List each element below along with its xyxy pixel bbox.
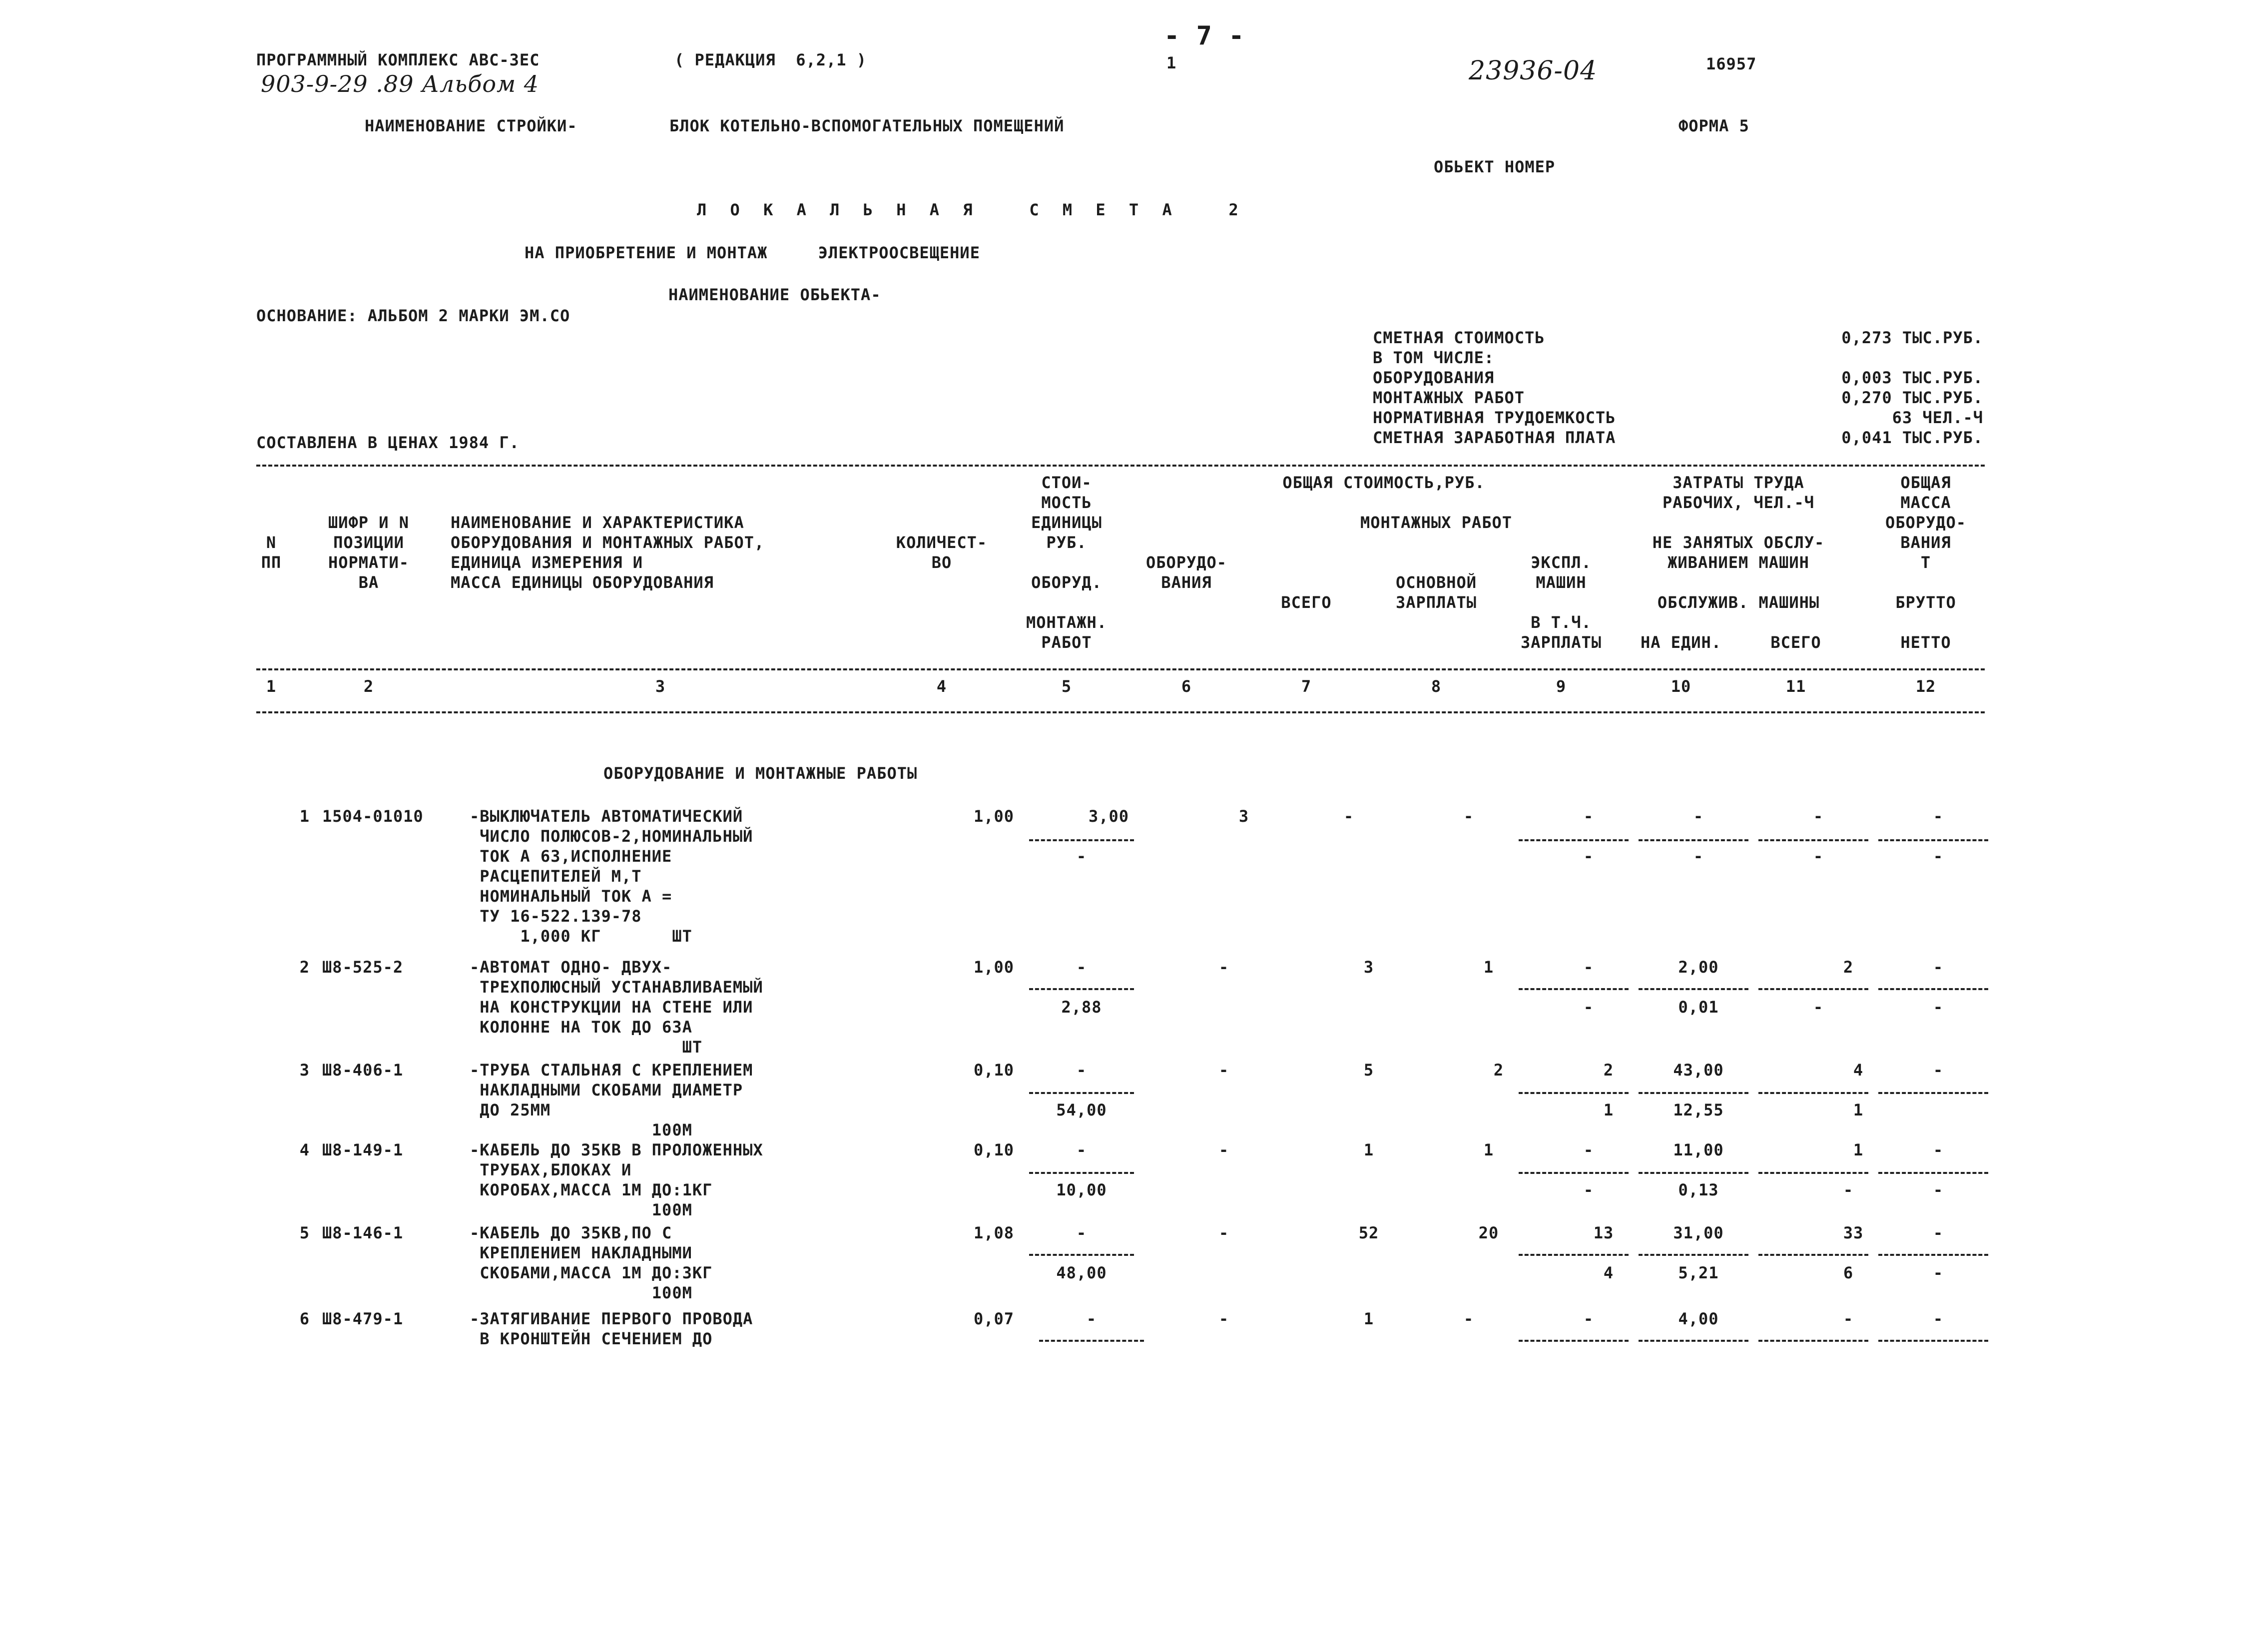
row-quantity: 0,10: [973, 1140, 1014, 1159]
row-per-unit-machines: -: [1693, 847, 1704, 866]
row-unit-mount: 2,88: [1061, 998, 1102, 1017]
row-total: 1: [1363, 1140, 1374, 1159]
col-header-labor: ЗАТРАТЫ ТРУДА РАБОЧИХ, ЧЕЛ.-Ч: [1663, 473, 1814, 512]
underline: [1029, 839, 1134, 841]
row-code: Ш8-479-1: [322, 1309, 404, 1328]
row-description: -ВЫКЛЮЧАТЕЛЬ АВТОМАТИЧЕСКИЙ ЧИСЛО ПОЛЮСОВ-2,НОМИНАЛЬНЫЙ ТОК А 63,ИСПОЛНЕНИЕ РАСЦЕПИТЕЛЕЙ М,Т НОМИНАЛЬНЫЙ ТОК А = ТУ 16-522.139-78 1,000 КГ ШТ: [470, 807, 753, 946]
row-gross: -: [1933, 1309, 1944, 1328]
form-label: ФОРМА 5: [1679, 116, 1749, 135]
row-unit-mount: 54,00: [1056, 1101, 1107, 1119]
code-number: 16957: [1706, 54, 1757, 73]
row-labor-total: 1: [1853, 1140, 1864, 1159]
underline: [1758, 988, 1868, 990]
underline: [1519, 839, 1629, 841]
underline: [1519, 1092, 1629, 1094]
row-machines: -: [1583, 807, 1594, 826]
object-number: ОБЬЕКТ НОМЕР: [1434, 157, 1556, 176]
col-num: 3: [655, 677, 666, 696]
row-base-salary: 2: [1493, 1061, 1504, 1080]
underline: [1029, 1092, 1134, 1094]
row-gross: -: [1933, 1061, 1944, 1080]
col-num: 5: [1061, 677, 1072, 696]
col-num: 9: [1556, 677, 1567, 696]
row-total: 5: [1363, 1061, 1374, 1080]
row-unit-equipment: -: [1086, 1309, 1097, 1328]
col-header-6: ОБОРУДО- ВАНИЯ: [1145, 553, 1227, 592]
row-labor-total: 2: [1843, 958, 1854, 977]
underline: [1878, 1340, 1988, 1342]
doc-number: 23936-04: [1469, 56, 1598, 86]
row-labor-total: -: [1813, 807, 1824, 826]
edition: ( РЕДАКЦИЯ 6,2,1 ): [674, 50, 867, 69]
row-labor-machines: -: [1813, 847, 1824, 866]
row-base-salary: 1: [1483, 1140, 1494, 1159]
col-header-2: ШИФР И N ПОЗИЦИИ НОРМАТИ- ВА: [328, 513, 410, 592]
row-number: 4: [299, 1140, 310, 1159]
numbers-rule: [256, 711, 1985, 713]
row-gross: -: [1933, 807, 1944, 826]
prices-year: СОСТАВЛЕНА В ЦЕНАХ 1984 Г.: [256, 433, 520, 452]
row-per-unit-machines: 0,13: [1678, 1180, 1719, 1199]
col-num: 2: [363, 677, 374, 696]
row-quantity: 1,00: [973, 958, 1014, 977]
page-number: - 7 -: [1164, 21, 1245, 51]
row-labor-total: -: [1843, 1309, 1854, 1328]
row-description: -ЗАТЯГИВАНИЕ ПЕРВОГО ПРОВОДА В КРОНШТЕЙН СЕЧЕНИЕМ ДО: [470, 1309, 753, 1348]
underline: [1639, 1340, 1748, 1342]
row-unit-equipment: -: [1076, 1140, 1087, 1159]
row-machine-salary: -: [1583, 847, 1594, 866]
row-equipment: -: [1218, 1061, 1229, 1080]
underline: [1758, 1172, 1868, 1174]
row-machines: -: [1583, 958, 1594, 977]
underline: [1878, 988, 1988, 990]
underline: [1758, 839, 1868, 841]
row-per-unit: -: [1693, 807, 1704, 826]
summary-label: СМЕТНАЯ СТОИМОСТЬ: [1373, 328, 1545, 347]
col-num: 7: [1301, 677, 1312, 696]
row-description: -КАБЕЛЬ ДО 35КВ,ПО С КРЕПЛЕНИЕМ НАКЛАДНЫМИ СКОБАМИ,МАССА 1М ДО:3КГ 100М: [470, 1223, 713, 1302]
row-equipment: 3: [1238, 807, 1249, 826]
row-number: 1: [299, 807, 310, 826]
underline: [1639, 988, 1748, 990]
row-machine-salary: 1: [1603, 1101, 1614, 1119]
row-base-salary: 20: [1478, 1223, 1499, 1242]
row-per-unit: 11,00: [1673, 1140, 1724, 1159]
row-machine-salary: -: [1583, 998, 1594, 1017]
row-net: -: [1933, 998, 1944, 1017]
row-description: -ТРУБА СТАЛЬНАЯ С КРЕПЛЕНИЕМ НАКЛАДНЫМИ СКОБАМИ ДИАМЕТР ДО 25ММ 100М: [470, 1061, 753, 1139]
page-subtitle: НА ПРИОБРЕТЕНИЕ И МОНТАЖ ЭЛЕКТРООСВЕЩЕНИЕ: [525, 243, 980, 262]
row-base-salary: 1: [1483, 958, 1494, 977]
underline: [1029, 1254, 1134, 1256]
col-header-3: НАИМЕНОВАНИЕ И ХАРАКТЕРИСТИКА ОБОРУДОВАНИЯ И МОНТАЖНЫХ РАБОТ, ЕДИНИЦА ИЗМЕРЕНИЯ И МАССА ЕДИНИЦЫ ОБОРУДОВАНИЯ: [451, 513, 765, 592]
sheet-number: 1: [1166, 53, 1177, 72]
row-machines: -: [1583, 1140, 1594, 1159]
row-description: -АВТОМАТ ОДНО- ДВУХ- ТРЕХПОЛЮСНЫЙ УСТАНАВЛИВАЕМЫЙ НА КОНСТРУКЦИИ НА СТЕНЕ ИЛИ КОЛОННЕ НА ТОК ДО 63А ШТ: [470, 958, 763, 1057]
row-total: 1: [1363, 1309, 1374, 1328]
basis: ОСНОВАНИЕ: АЛЬБОМ 2 МАРКИ ЭМ.СО: [256, 306, 570, 325]
row-net: -: [1933, 847, 1944, 866]
col-header-9: ЭКСПЛ. МАШИН В Т.Ч. ЗАРПЛАТЫ: [1520, 553, 1602, 652]
row-total: 52: [1358, 1223, 1379, 1242]
row-number: 3: [299, 1061, 310, 1080]
summary-value: 0,273 ТЫС.РУБ.: [1841, 328, 1983, 347]
col-num: 6: [1181, 677, 1192, 696]
row-per-unit: 4,00: [1678, 1309, 1719, 1328]
row-gross: -: [1933, 1223, 1944, 1242]
col-num: 1: [266, 677, 277, 696]
row-per-unit: 2,00: [1678, 958, 1719, 977]
row-per-unit-machines: 5,21: [1678, 1263, 1719, 1282]
row-quantity: 1,08: [973, 1223, 1014, 1242]
row-labor-total: 33: [1843, 1223, 1864, 1242]
row-quantity: 0,10: [973, 1061, 1014, 1080]
row-description: -КАБЕЛЬ ДО 35КВ В ПРОЛОЖЕННЫХ ТРУБАХ,БЛОКАХ И КОРОБАХ,МАССА 1М ДО:1КГ 100М: [470, 1140, 763, 1219]
row-machines: 13: [1593, 1223, 1614, 1242]
row-quantity: 0,07: [973, 1309, 1014, 1328]
col-num: 8: [1431, 677, 1442, 696]
underline: [1519, 1340, 1629, 1342]
row-labor-total: 4: [1853, 1061, 1864, 1080]
page-title: Л О К А Л Ь Н А Я С М Е Т А 2: [697, 200, 1245, 219]
row-total: -: [1343, 807, 1354, 826]
summary-value: 0,270 ТЫС.РУБ.: [1841, 388, 1983, 407]
row-net: -: [1933, 1180, 1944, 1199]
col-num: 12: [1915, 677, 1936, 696]
row-per-unit-machines: 0,01: [1678, 998, 1719, 1017]
summary-label: ОБОРУДОВАНИЯ: [1373, 368, 1495, 387]
col-num: 10: [1671, 677, 1691, 696]
col-header-mount: МОНТАЖНЫХ РАБОТ: [1360, 513, 1512, 532]
row-equipment: -: [1218, 1223, 1229, 1242]
row-unit-equipment: -: [1076, 958, 1087, 977]
row-unit-mount: -: [1076, 847, 1087, 866]
underline: [1758, 1092, 1868, 1094]
row-per-unit: 43,00: [1673, 1061, 1724, 1080]
row-unit-equipment: -: [1076, 1061, 1087, 1080]
underline: [1029, 988, 1134, 990]
col-header-8: ОСНОВНОЙ ЗАРПЛАТЫ: [1395, 573, 1477, 612]
album-code: 903-9-29 .89 Альбом 4: [261, 70, 540, 97]
underline: [1878, 1254, 1988, 1256]
row-net: -: [1933, 1263, 1944, 1282]
row-labor-machines: -: [1813, 998, 1824, 1017]
col-header-10: НА ЕДИН.: [1640, 633, 1722, 652]
underline: [1639, 1092, 1748, 1094]
row-number: 2: [299, 958, 310, 977]
underline: [1519, 1254, 1629, 1256]
row-base-salary: -: [1463, 807, 1474, 826]
row-equipment: -: [1218, 1140, 1229, 1159]
underline: [1639, 1254, 1748, 1256]
underline: [1878, 839, 1988, 841]
row-unit-equipment: 3,00: [1088, 807, 1129, 826]
row-equipment: -: [1218, 958, 1229, 977]
row-labor-machines: 6: [1843, 1263, 1854, 1282]
col-header-1: N ПП: [261, 533, 282, 572]
construction-value: БЛОК КОТЕЛЬНО-ВСПОМОГАТЕЛЬНЫХ ПОМЕЩЕНИЙ: [669, 116, 1065, 135]
underline: [1029, 1172, 1134, 1174]
underline: [1878, 1172, 1988, 1174]
row-machines: 2: [1603, 1061, 1614, 1080]
col-header-labor-sub: НЕ ЗАНЯТЫХ ОБСЛУ- ЖИВАНИЕМ МАШИН ОБСЛУЖИВ. МАШИНЫ: [1652, 533, 1825, 612]
col-header-4: КОЛИЧЕСТ- ВО: [896, 533, 988, 572]
construction-label: НАИМЕНОВАНИЕ СТРОЙКИ-: [365, 116, 577, 135]
row-machine-salary: -: [1583, 1180, 1594, 1199]
row-code: 1504-01010: [322, 807, 424, 826]
underline: [1519, 1172, 1629, 1174]
row-code: Ш8-406-1: [322, 1061, 404, 1080]
col-num: 11: [1785, 677, 1806, 696]
row-labor-machines: -: [1843, 1180, 1854, 1199]
summary-label: СМЕТНАЯ ЗАРАБОТНАЯ ПЛАТА: [1373, 428, 1616, 447]
row-unit-mount: 48,00: [1056, 1263, 1107, 1282]
program-name: ПРОГРАММНЫЙ КОМПЛЕКС АВС-3ЕС: [256, 50, 540, 69]
underline: [1878, 1092, 1988, 1094]
summary-value: 0,003 ТЫС.РУБ.: [1841, 368, 1983, 387]
row-per-unit-machines: 12,55: [1673, 1101, 1724, 1119]
row-code: Ш8-149-1: [322, 1140, 404, 1159]
row-unit-mount: 10,00: [1056, 1180, 1107, 1199]
col-header-7: ВСЕГО: [1281, 593, 1332, 612]
underline: [1039, 1340, 1144, 1342]
row-labor-machines: 1: [1853, 1101, 1864, 1119]
underline: [1758, 1340, 1868, 1342]
summary-label: МОНТАЖНЫХ РАБОТ: [1373, 388, 1525, 407]
section-title: ОБОРУДОВАНИЕ И МОНТАЖНЫЕ РАБОТЫ: [603, 764, 918, 783]
summary-value: 0,041 ТЫС.РУБ.: [1841, 428, 1983, 447]
row-gross: -: [1933, 958, 1944, 977]
col-header-12: ОБЩАЯ МАССА ОБОРУДО- ВАНИЯ Т БРУТТО НЕТТО: [1885, 473, 1967, 652]
row-total: 3: [1363, 958, 1374, 977]
summary-value: 63 ЧЕЛ.-Ч: [1892, 408, 1983, 427]
col-header-5: СТОИ- МОСТЬ ЕДИНИЦЫ РУБ. ОБОРУД. МОНТАЖН. РАБОТ: [1026, 473, 1108, 652]
row-unit-equipment: -: [1076, 1223, 1087, 1242]
table-top-rule: [256, 465, 1985, 467]
underline: [1639, 839, 1748, 841]
underline: [1758, 1254, 1868, 1256]
header-rule: [256, 668, 1985, 670]
row-gross: -: [1933, 1140, 1944, 1159]
col-header-11: ВСЕГО: [1770, 633, 1821, 652]
row-machine-salary: 4: [1603, 1263, 1614, 1282]
row-code: Ш8-146-1: [322, 1223, 404, 1242]
row-machines: -: [1583, 1309, 1594, 1328]
row-number: 5: [299, 1223, 310, 1242]
summary-label: В ТОМ ЧИСЛЕ:: [1373, 348, 1495, 367]
underline: [1639, 1172, 1748, 1174]
col-header-total-cost: ОБЩАЯ СТОИМОСТЬ,РУБ.: [1282, 473, 1485, 492]
underline: [1519, 988, 1629, 990]
row-number: 6: [299, 1309, 310, 1328]
col-num: 4: [936, 677, 947, 696]
row-equipment: -: [1218, 1309, 1229, 1328]
row-base-salary: -: [1463, 1309, 1474, 1328]
row-quantity: 1,00: [973, 807, 1014, 826]
object-name-label: НАИМЕНОВАНИЕ ОБЬЕКТА-: [668, 285, 881, 304]
summary-label: НОРМАТИВНАЯ ТРУДОЕМКОСТЬ: [1373, 408, 1616, 427]
row-code: Ш8-525-2: [322, 958, 404, 977]
row-per-unit: 31,00: [1673, 1223, 1724, 1242]
